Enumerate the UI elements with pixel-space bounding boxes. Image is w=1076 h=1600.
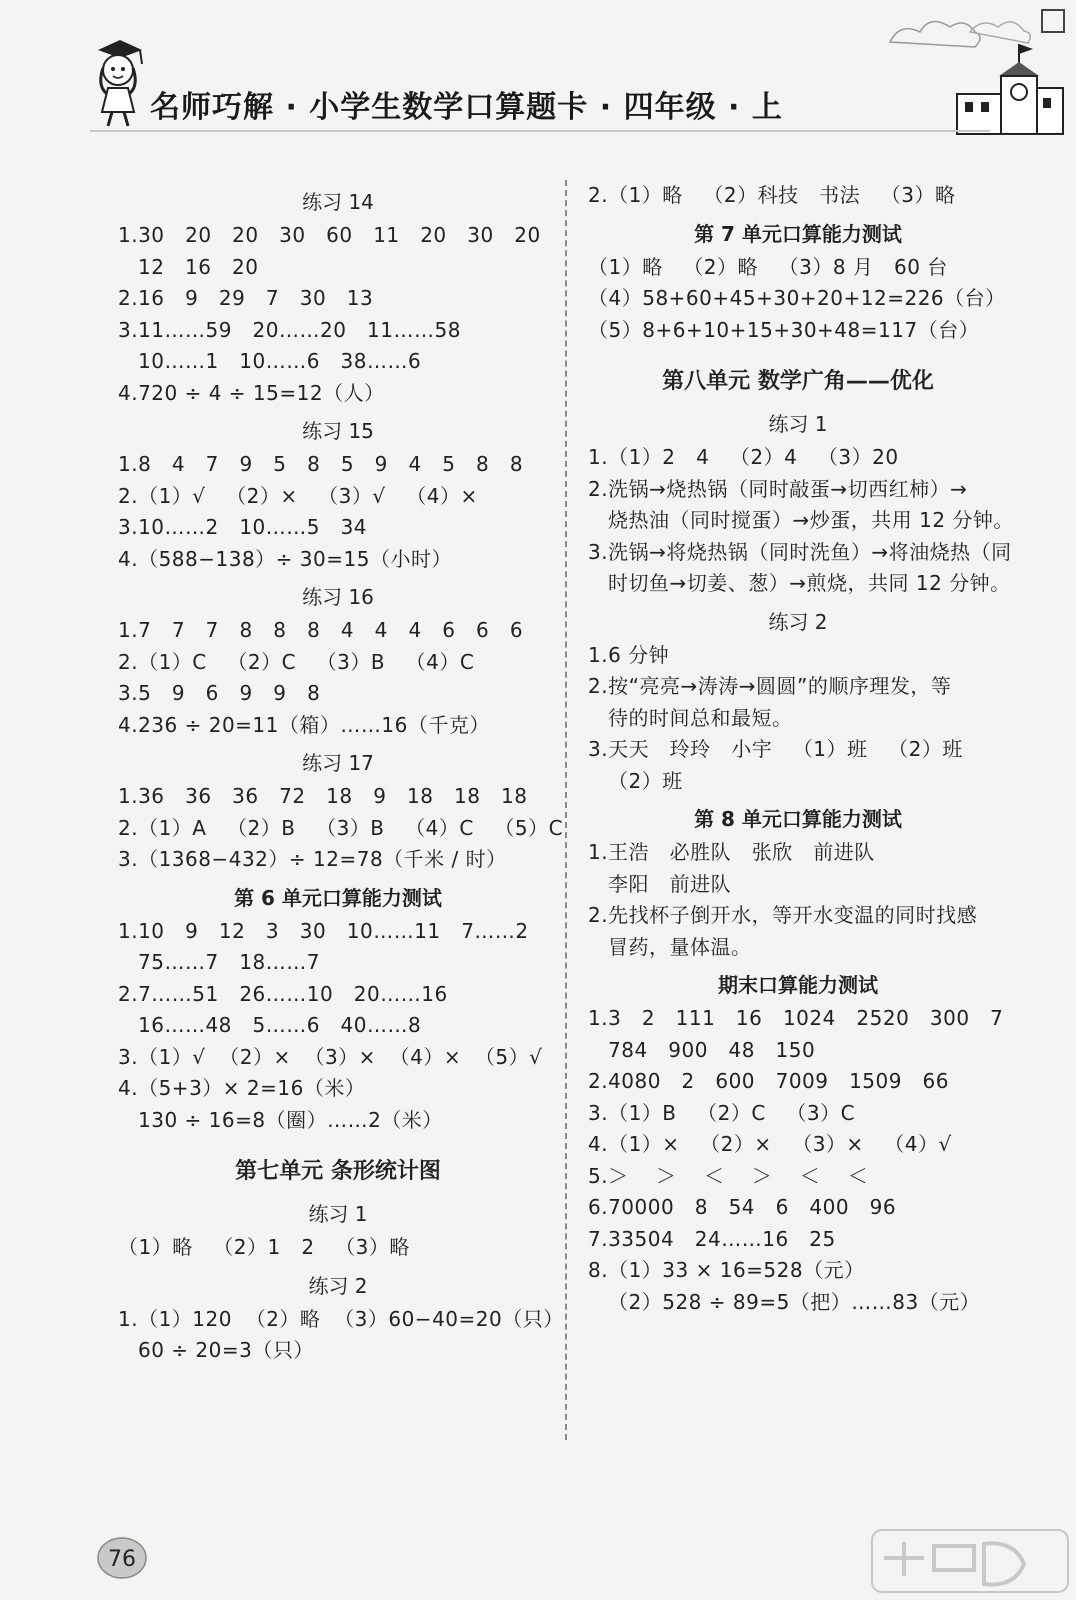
unit-heading: 第八单元 数学广角——优化 bbox=[662, 369, 934, 394]
answer-line: 1.6 分钟 bbox=[588, 642, 670, 667]
answer-line: 784 900 48 150 bbox=[608, 1037, 816, 1062]
answer-line: 3.洗锅→将烧热锅（同时洗鱼）→将油烧热（同 bbox=[588, 539, 1012, 564]
answer-line: 2.（1）A （2）B （3）B （4）C （5）C bbox=[118, 815, 564, 840]
header-title: 名师巧解 · 小学生数学口算题卡 · 四年级 · 上 bbox=[150, 90, 783, 125]
header-rule bbox=[90, 130, 990, 132]
answer-line: 4.（5+3）× 2=16（米） bbox=[118, 1076, 366, 1100]
answer-line: 7.33504 24……16 25 bbox=[588, 1226, 836, 1251]
answer-line: 1.10 9 12 3 30 10……11 7……2 bbox=[118, 918, 529, 943]
answer-line: 冒药，量体温。 bbox=[608, 934, 752, 959]
answer-line: （4）58+60+45+30+20+12=226（台） bbox=[588, 286, 1006, 310]
exercise-heading: 练习 2 bbox=[768, 609, 828, 634]
answer-line: 12 16 20 bbox=[138, 254, 259, 279]
test-heading: 第 8 单元口算能力测试 bbox=[694, 807, 902, 831]
answer-line: 60 ÷ 20=3（只） bbox=[138, 1338, 314, 1362]
answer-column-right bbox=[588, 180, 1014, 1318]
answer-line: （1）略 （2）1 2 （3）略 bbox=[118, 1235, 410, 1259]
watermark bbox=[870, 1528, 1070, 1594]
answer-line: 3.5 9 6 9 9 8 bbox=[118, 681, 321, 705]
test-heading: 期末口算能力测试 bbox=[718, 973, 878, 997]
answer-line: 6.70000 8 54 6 400 96 bbox=[588, 1195, 897, 1219]
exercise-heading: 练习 2 bbox=[308, 1273, 368, 1298]
answer-line: 3.（1）√ （2）× （3）× （4）× （5）√ bbox=[118, 1044, 543, 1069]
test-heading: 第 6 单元口算能力测试 bbox=[234, 885, 442, 910]
answer-line: 2.先找杯子倒开水，等开水变温的同时找感 bbox=[588, 903, 978, 927]
answer-line: 2.7……51 26……10 20……16 bbox=[118, 981, 448, 1006]
answer-line: 130 ÷ 16=8（圈）……2（米） bbox=[138, 1107, 443, 1132]
answer-line: 1.（1）2 4 （2）4 （3）20 bbox=[588, 445, 899, 469]
answer-line: 2.（1）C （2）C （3）B （4）C bbox=[118, 649, 475, 674]
exercise-heading: 练习 17 bbox=[302, 751, 374, 775]
test-heading: 第 7 单元口算能力测试 bbox=[694, 221, 902, 246]
watermark-logo-icon bbox=[870, 1528, 1070, 1594]
answer-line: 2.按“亮亮→涛涛→圆圆”的顺序理发，等 bbox=[588, 674, 952, 698]
exercise-heading: 练习 15 bbox=[302, 419, 374, 443]
exercise-heading: 练习 16 bbox=[302, 585, 374, 609]
answer-line: 4.236 ÷ 20=11（箱）……16（千克） bbox=[118, 712, 490, 737]
page-header bbox=[0, 0, 1076, 150]
answer-line: 5.＞ ＞ ＜ ＞ ＜ ＜ bbox=[588, 1163, 869, 1188]
answer-line: 烧热油（同时搅蛋）→炒蛋，共用 12 分钟。 bbox=[608, 508, 1014, 532]
exercise-heading: 练习 1 bbox=[308, 1202, 368, 1226]
answer-line: 3.（1）B （2）C （3）C bbox=[588, 1100, 856, 1125]
answer-line: 4.（588−138）÷ 30=15（小时） bbox=[118, 546, 452, 571]
answer-line: 2.16 9 29 7 30 13 bbox=[118, 286, 374, 310]
answer-line: 1.8 4 7 9 5 8 5 9 4 5 8 8 bbox=[118, 452, 524, 476]
answer-line: 1.（1）120 （2）略 （3）60−40=20（只） bbox=[118, 1306, 564, 1331]
answer-line: 1.王浩 必胜队 张欣 前进队 bbox=[588, 840, 875, 864]
answer-line: 1.30 20 20 30 60 11 20 30 20 bbox=[118, 223, 541, 247]
answer-line: 时切鱼→切姜、葱）→煎烧，共同 12 分钟。 bbox=[608, 571, 1011, 595]
answer-line: （2）528 ÷ 89=5（把）……83（元） bbox=[608, 1289, 981, 1314]
mascot-icon bbox=[90, 38, 146, 128]
answer-line: 16……48 5……6 40……8 bbox=[138, 1013, 422, 1037]
page-number-badge bbox=[96, 1536, 148, 1580]
answer-line: 待的时间总和最短。 bbox=[608, 705, 793, 730]
answer-line: 1.36 36 36 72 18 9 18 18 18 bbox=[118, 784, 528, 808]
exercise-heading: 练习 1 bbox=[768, 412, 828, 436]
answer-line: 3.天天 玲玲 小宇 （1）班 （2）班 bbox=[588, 737, 963, 761]
answer-line: 3.11……59 20……20 11……58 bbox=[118, 317, 461, 342]
answer-line: 3.（1368−432）÷ 12=78（千米 / 时） bbox=[118, 847, 507, 871]
page-number: 76 bbox=[108, 1547, 136, 1572]
answer-line: 1.7 7 7 8 8 8 4 4 4 6 6 6 bbox=[118, 618, 524, 642]
answer-line: 2.洗锅→烧热锅（同时敲蛋→切西红柿）→ bbox=[588, 476, 968, 501]
answer-line: 3.10……2 10……5 34 bbox=[118, 515, 368, 539]
answer-line: 2.（1）√ （2）× （3）√ （4）× bbox=[118, 483, 478, 508]
castle-icon bbox=[955, 40, 1065, 135]
answer-line: （2）班 bbox=[608, 768, 683, 793]
answer-line: （1）略 （2）略 （3）8 月 60 台 bbox=[588, 254, 948, 279]
exercise-heading: 练习 14 bbox=[302, 190, 374, 214]
answer-line: 4.720 ÷ 4 ÷ 15=12（人） bbox=[118, 380, 385, 405]
answer-line: 75……7 18……7 bbox=[138, 950, 320, 974]
column-divider bbox=[565, 180, 567, 1440]
answer-column-left bbox=[118, 180, 564, 1367]
answer-line: 2.4080 2 600 7009 1509 66 bbox=[588, 1069, 949, 1093]
answer-line: 李阳 前进队 bbox=[608, 871, 732, 896]
answer-line: 10……1 10……6 38……6 bbox=[138, 349, 422, 373]
answer-line: 1.3 2 111 16 1024 2520 300 7 bbox=[588, 1006, 1004, 1030]
unit-heading: 第七单元 条形统计图 bbox=[235, 1159, 441, 1184]
answer-line: 2.（1）略 （2）科技 书法 （3）略 bbox=[588, 183, 956, 207]
answer-line: 8.（1）33 × 16=528（元） bbox=[588, 1258, 865, 1282]
answer-line: （5）8+6+10+15+30+48=117（台） bbox=[588, 317, 980, 342]
answer-line: 4.（1）× （2）× （3）× （4）√ bbox=[588, 1132, 952, 1156]
